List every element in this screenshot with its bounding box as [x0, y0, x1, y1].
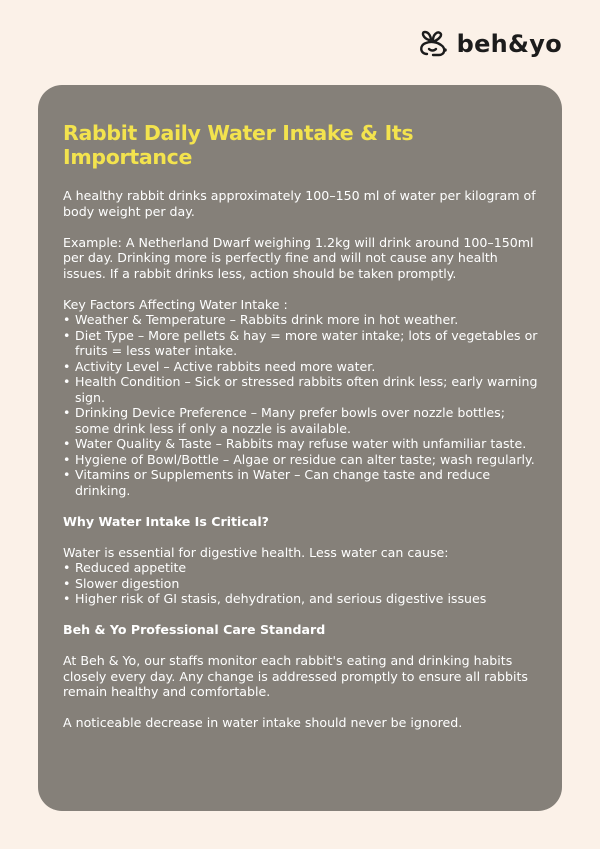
standard-text: At Beh & Yo, our staffs monitor each rabbit's eating and drinking habits closely every day. Any change is addressed promptly to ensure all rabbits remain healthy and comfortable.	[63, 653, 528, 699]
list-item: • Health Condition – Sick or stressed rabbits often drink less; early warning sign.	[63, 374, 542, 405]
list-item: • Drinking Device Preference – Many prefer bowls over nozzle bottles; some drink less if only a nozzle is available.	[63, 405, 542, 436]
critical-intro: Water is essential for digestive health. Less water can cause:	[63, 544, 449, 560]
closing-text: A noticeable decrease in water intake should never be ignored.	[63, 715, 463, 730]
rabbit-icon	[417, 30, 451, 58]
factors-heading: Key Factors Affecting Water Intake :	[63, 296, 288, 312]
brand-logo	[417, 30, 562, 58]
list-item: • Diet Type – More pellets & hay = more water intake; lots of vegetables or fruits = less water intake.	[63, 328, 542, 359]
list-item: • Slower digestion	[63, 576, 542, 592]
critical-heading: Why Water Intake Is Critical?	[63, 513, 269, 529]
critical-list	[63, 560, 542, 607]
page-title: Rabbit Daily Water Intake & Its Importance	[63, 121, 414, 169]
example-text: Example: A Netherland Dwarf weighing 1.2kg will drink around 100–150ml per day. Drinking more is perfectly fine and will not cause any health issues. If a rabbit drinks less, action should be taken promptly.	[63, 234, 534, 281]
standard-heading: Beh & Yo Professional Care Standard	[63, 622, 326, 637]
factors-list	[63, 312, 542, 498]
list-item: • Higher risk of GI stasis, dehydration, and serious digestive issues	[63, 591, 542, 607]
list-item: • Reduced appetite	[63, 560, 542, 576]
list-item: • Water Quality & Taste – Rabbits may refuse water with unfamiliar taste.	[63, 436, 542, 452]
list-item: • Weather & Temperature – Rabbits drink more in hot weather.	[63, 312, 542, 328]
brand-name: beh&yo	[456, 30, 562, 58]
list-item: • Hygiene of Bowl/Bottle – Algae or residue can alter taste; wash regularly.	[63, 452, 542, 468]
intro-text: A healthy rabbit drinks approximately 100–150 ml of water per kilogram of body weight per day.	[63, 188, 536, 219]
info-card	[38, 85, 562, 811]
list-item: • Vitamins or Supplements in Water – Can change taste and reduce drinking.	[63, 467, 542, 498]
list-item: • Activity Level – Active rabbits need more water.	[63, 359, 542, 375]
